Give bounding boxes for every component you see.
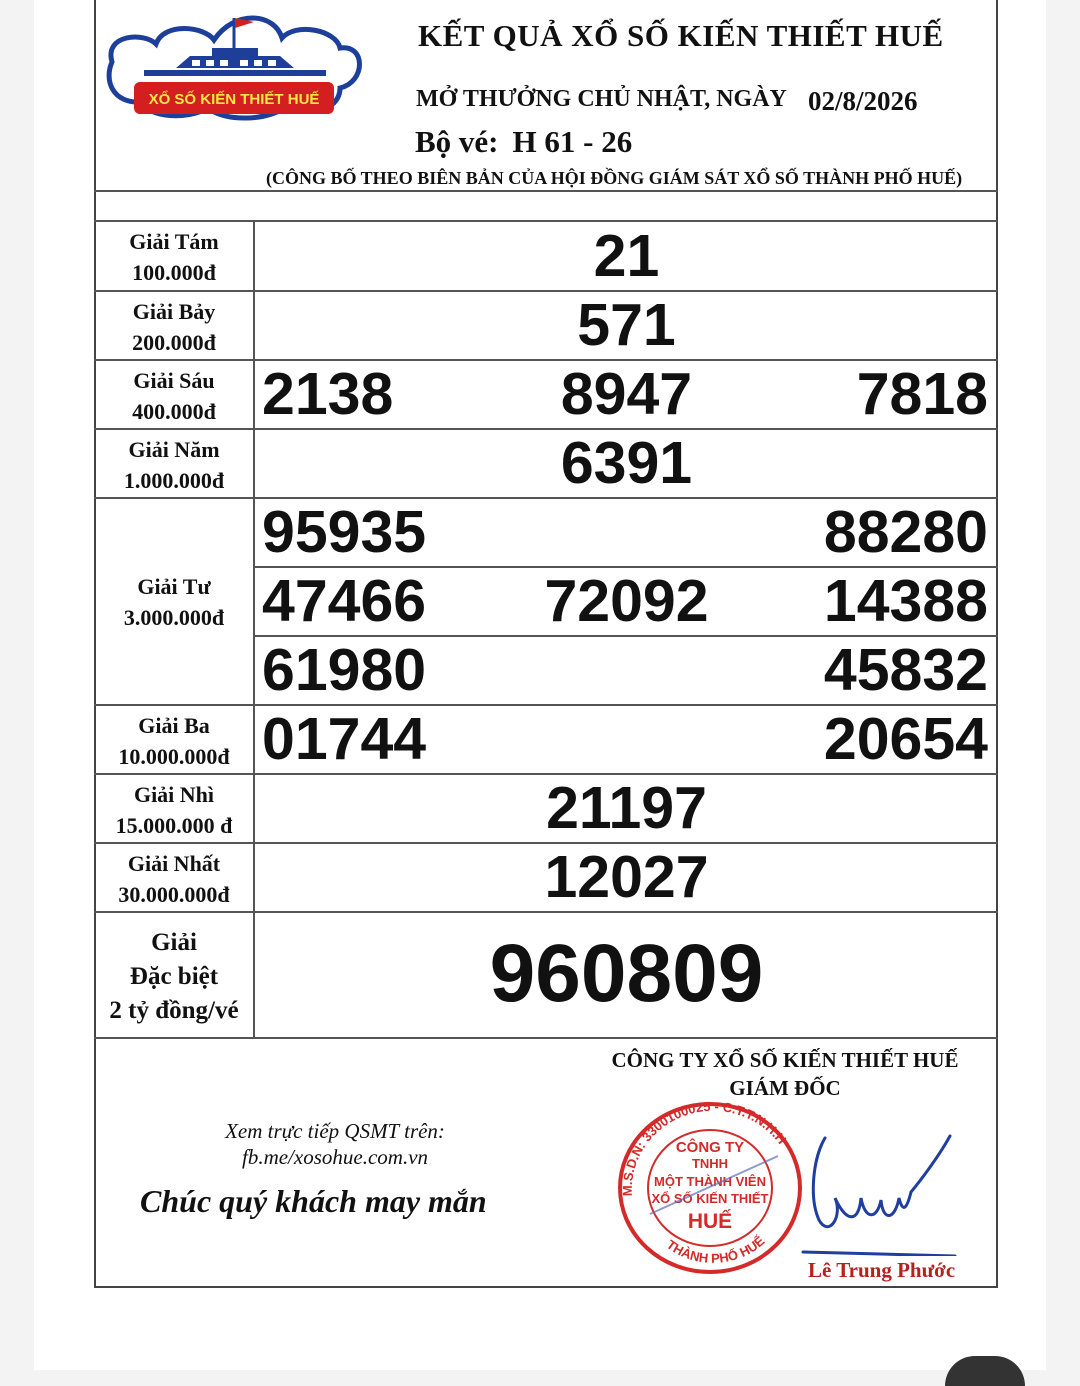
ticket-series-value: H 61 - 26 [512,124,633,159]
prize-label-nhi: Giải Nhì 15.000.000 đ [115,782,233,838]
logo-text: XỔ SỐ KIẾN THIẾT HUẾ [148,91,320,108]
svg-text:MỘT THÀNH VIÊN: MỘT THÀNH VIÊN [654,1174,766,1189]
prize-number-tu-7: 45832 [823,637,988,703]
prize-number-sau-1: 2138 [262,361,394,427]
company-signature-block: CÔNG TY XỔ SỐ KIẾN THIẾT HUẾ GIÁM ĐỐC [611,1048,959,1100]
prize-label-sau: Giải Sáu 400.000đ [132,368,216,424]
prize-number-bay: 571 [577,292,676,358]
svg-text:TNHH: TNHH [691,1156,729,1171]
prize-label-dac-biet: Giải Đặc biệt 2 tỷ đồng/vé [109,929,239,1024]
prize-number-nhi: 21197 [546,775,707,841]
prize-number-tu-3: 47466 [262,568,427,634]
stamp-ring-text: M.S.D.N: 3300100025 - C.T.T.N.H.H [619,1098,790,1197]
svg-text:XỔ SỐ KIẾN THIẾT: XỔ SỐ KIẾN THIẾT [651,1191,769,1206]
prize-label-ba: Giải Ba 10.000.000đ [118,713,230,769]
divider [94,428,998,430]
prize-number-tam: 21 [593,223,660,289]
prize-number-tu-4: 72092 [544,568,709,634]
page-title: KẾT QUẢ XỔ SỐ KIẾN THIẾT HUẾ [418,18,944,53]
prize-number-sau-3: 7818 [856,361,988,427]
prize-label-bay: Giải Bảy 200.000đ [132,299,216,355]
divider [94,1037,998,1039]
prize-number-sau-2: 8947 [560,361,693,427]
signer-name: Lê Trung Phước [808,1258,956,1282]
good-luck-message: Chúc quý khách may mắn [140,1183,487,1219]
ticket-series-label: Bộ vé: [415,124,499,159]
prize-number-tu-6: 61980 [262,637,427,703]
director-signature [795,1128,960,1256]
lottery-logo [104,4,364,122]
announcement-note: (CÔNG BỐ THEO BIÊN BẢN CỦA HỘI ĐỒNG GIÁM SÁT XỔ SỐ THÀNH PHỐ HUẾ) [266,168,963,188]
prize-number-ba-2: 20654 [823,706,988,772]
draw-date-label: MỞ THƯỞNG CHỦ NHẬT, NGÀY [416,86,787,112]
prize-number-ba-1: 01744 [262,706,427,772]
ticket-series [415,124,632,160]
divider [94,220,998,222]
prize-label-nam: Giải Năm 1.000.000đ [123,437,225,493]
prize-number-nam: 6391 [560,430,693,496]
prize-number-tu-2: 88280 [823,499,988,565]
prize-label-nhat: Giải Nhất 30.000.000đ [118,851,230,907]
prize-number-nhat: 12027 [544,844,709,910]
divider [94,290,998,292]
prize-label-tam: Giải Tám 100.000đ [129,229,219,285]
stamp-bottom-text: THÀNH PHỐ HUẾ [663,1233,768,1266]
company-stamp [610,1096,810,1278]
prize-number-dac-biet: 960809 [489,928,764,1019]
prize-number-tu-5: 14388 [823,568,988,634]
svg-text:CÔNG TY: CÔNG TY [675,1139,745,1156]
prize-label-tu: Giải Tư 3.000.000đ [123,574,225,630]
divider [94,190,998,192]
divider [94,911,998,913]
prize-number-tu-1: 95935 [262,499,427,565]
svg-text:HUẾ: HUẾ [687,1210,733,1233]
draw-date: 02/8/2026 [808,86,918,116]
live-stream-info: Xem trực tiếp QSMT trên: fb.me/xosohue.com.vn [225,1119,445,1169]
